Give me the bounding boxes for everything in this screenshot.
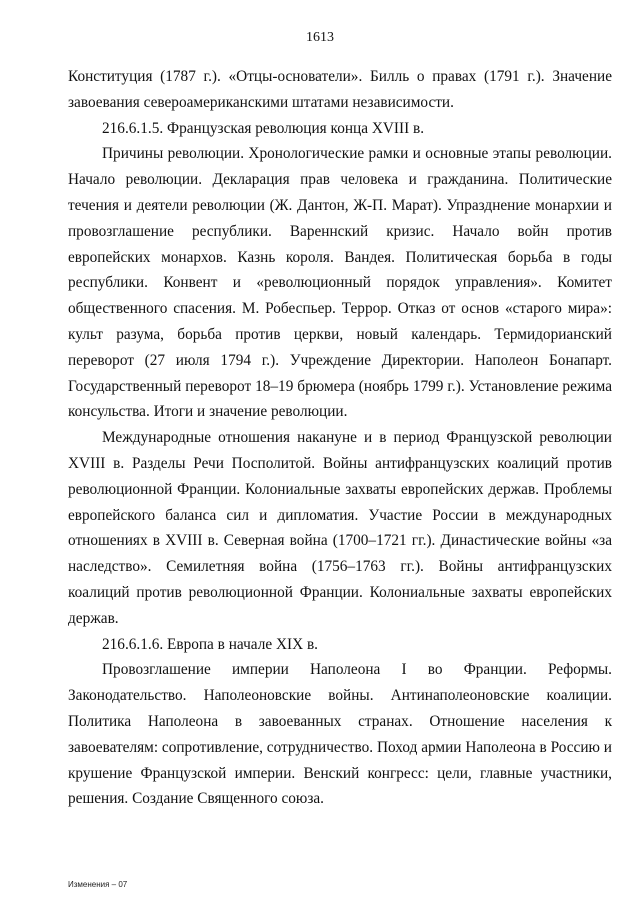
paragraph-napoleon-empire: Провозглашение империи Наполеона I во Франции. Реформы. Законодательство. Наполеоновские войны. Антинаполеоновские коалиции. Политика Наполеона в завоеванных странах. Отношение населения к завоевателям: сопротивление, сотрудничество. Поход армии Наполеона в Россию и крушение Французской империи. Венский конгресс: цели, главные участники, решения. Создание Священного союза.: [68, 661, 612, 808]
page-number: 1613: [306, 30, 334, 45]
section-heading-europe-19th-century: 216.6.1.6. Европа в начале XIX в.: [102, 635, 319, 653]
paragraph-revolution-causes: Причины революции. Хронологические рамки и основные этапы революции. Начало революции. Декларация прав человека и гражданина. Политические течения и деятели революции (Ж. Дантон, Ж-П. Марат). Упразднение монархии и провозглашение республики. Вареннский кризис. Начало войн против европейских монархов. Казнь короля. Вандея. Политическая борьба в годы республики. Конвент и «революционный порядок управления». Комитет общественного спасения. М. Робеспьер. Террор. Отказ от основ «старого мира»: культ разума, борьба против церкви, новый календарь. Термидорианский переворот (27 июля 1794 г.). Учреждение Директории. Наполеон Бонапарт. Государственный переворот 18–19 брюмера (ноябрь 1799 г.). Установление режима консульства. Итоги и значение революции.: [68, 145, 612, 421]
paragraph-constitution: Конституция (1787 г.). «Отцы-основатели». Билль о правах (1791 г.). Значение завоевания североамериканскими штатами независимости.: [68, 68, 612, 111]
footer-revision-note: Изменения – 07: [68, 880, 128, 889]
section-heading-french-revolution: 216.6.1.5. Французская революция конца XVIII в.: [102, 119, 425, 137]
paragraph-international-relations: Международные отношения накануне и в период Французской революции XVIII в. Разделы Речи Посполитой. Войны антифранцузских коалиций против революционной Франции. Колониальные захваты европейских держав. Проблемы европейского баланса сил и дипломатия. Участие России в международных отношениях в XVIII в. Северная война (1700–1721 гг.). Династические войны «за наследство». Семилетняя война (1756–1763 гг.). Войны антифранцузских коалиций против революционной Франции. Колониальные захваты европейских держав.: [68, 429, 612, 627]
document-body: [68, 64, 612, 812]
